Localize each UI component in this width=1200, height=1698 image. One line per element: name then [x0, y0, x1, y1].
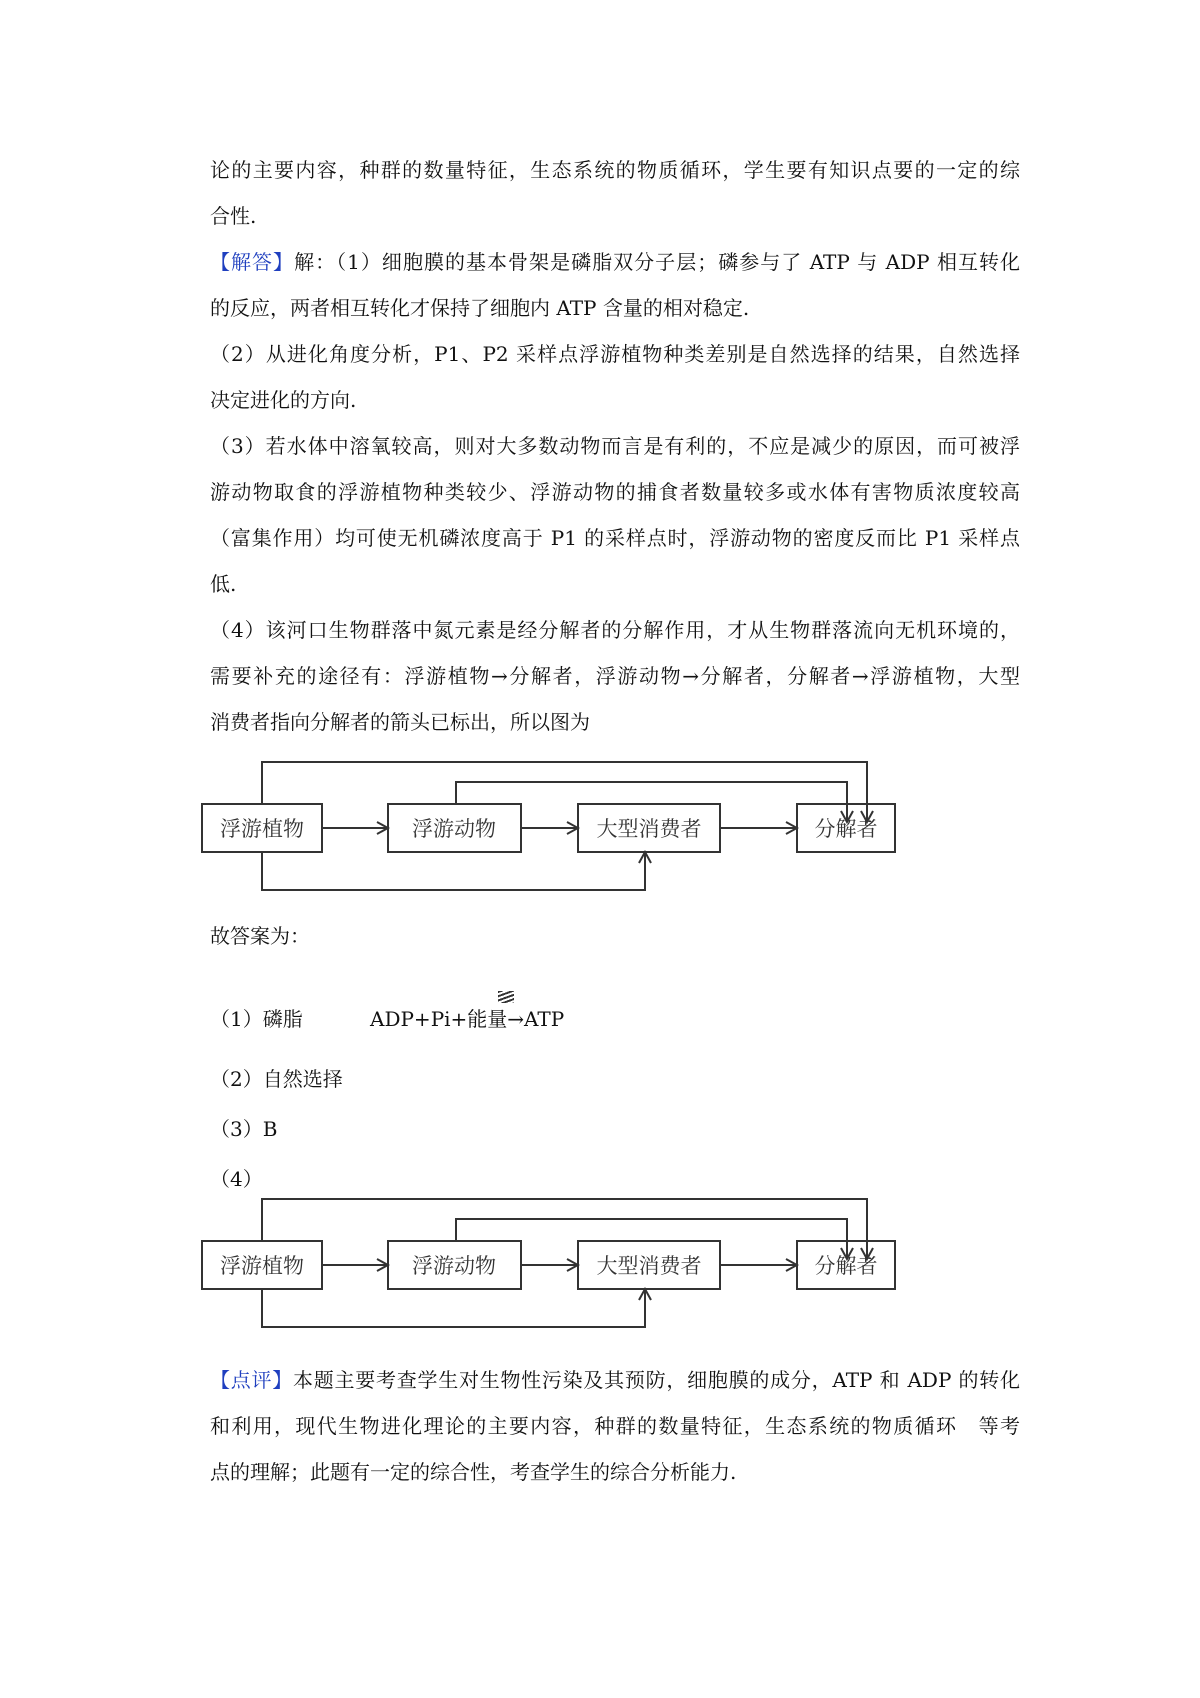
paragraph-line: 游动物取食的浮游植物种类较少、浮游动物的捕食者数量较多或水体有害物质浓度较高: [210, 480, 1020, 504]
node-consumer-label: 大型消费者: [596, 1254, 702, 1278]
answer-3: （3）B: [210, 1117, 278, 1141]
food-web-diagram: [200, 752, 920, 922]
enzyme-mark-icon: [498, 991, 514, 1003]
answer-text: 解：（1）细胞膜的基本骨架是磷脂双分子层；磷参与了 ATP 与 ADP 相互转化: [294, 250, 1020, 274]
paragraph-line: 需要补充的途径有：浮游植物→分解者，浮游动物→分解者，分解者→浮游植物，大型: [210, 664, 1020, 688]
paragraph-line: （富集作用）均可使无机磷浓度高于 P1 的采样点时，浮游动物的密度反而比 P1 采样点: [210, 526, 1020, 550]
review-text: 本题主要考查学生对生物性污染及其预防，细胞膜的成分，ATP 和 ADP 的转化: [292, 1368, 1020, 1392]
food-web-diagram-answer: [200, 1189, 920, 1359]
answer-tag: 【解答】: [210, 250, 295, 274]
edge-plant-to-decomposer: [262, 1199, 867, 1259]
atp-formula: [370, 1003, 564, 1035]
atp-formula-text: ADP+Pi+能量→ATP: [370, 1007, 565, 1031]
paragraph-line: （3）若水体中溶氧较高，则对大多数动物而言是有利的，不应是减少的原因，而可被浮: [210, 434, 1020, 458]
review-paragraph-line: 点的理解；此题有一定的综合性，考查学生的综合分析能力.: [210, 1460, 737, 1484]
node-zooplankton-label: 浮游动物: [412, 817, 496, 841]
paragraph-line: 消费者指向分解者的箭头已标出，所以图为: [210, 710, 590, 734]
node-zooplankton-label: 浮游动物: [412, 1254, 496, 1278]
paragraph-line: 的反应，两者相互转化才保持了细胞内 ATP 含量的相对稳定.: [210, 296, 750, 320]
paragraph-line: （2）从进化角度分析，P1、P2 采样点浮游植物种类差别是自然选择的结果，自然选择: [210, 342, 1020, 366]
node-consumer-label: 大型消费者: [596, 817, 702, 841]
edge-plant-to-decomposer: [262, 762, 867, 822]
answer-4: （4）: [210, 1167, 263, 1191]
review-tag: 【点评】: [210, 1368, 293, 1392]
food-web-svg-answer: [200, 1189, 920, 1359]
paragraph-line: 论的主要内容，种群的数量特征，生态系统的物质循环，学生要有知识点要的一定的综: [210, 158, 1020, 182]
paragraph-line: 低.: [210, 572, 237, 596]
node-plant-label: 浮游植物: [220, 817, 304, 841]
paragraph-line: 合性.: [210, 204, 257, 228]
node-plant-label: 浮游植物: [220, 1254, 304, 1278]
answer-1-label: （1）磷脂: [210, 1007, 303, 1031]
node-decomposer-label: 分解者: [814, 817, 878, 841]
review-paragraph-line: [210, 1364, 1020, 1396]
edge-zooplankton-to-decomposer: [456, 1219, 847, 1259]
paragraph-line: （4）该河口生物群落中氮元素是经分解者的分解作用，才从生物群落流向无机环境的，: [210, 618, 1020, 642]
paragraph-line: 决定进化的方向.: [210, 388, 357, 412]
answer-paragraph-line: [210, 246, 1020, 278]
edge-plant-to-consumer: [262, 852, 645, 890]
edge-plant-to-consumer: [262, 1289, 645, 1327]
review-paragraph-line: 和利用，现代生物进化理论的主要内容，种群的数量特征，生态系统的物质循环 等考: [210, 1414, 1020, 1438]
node-decomposer-label: 分解者: [814, 1254, 878, 1278]
food-web-svg: [200, 752, 920, 922]
answers-intro: 故答案为：: [210, 924, 310, 948]
edge-zooplankton-to-decomposer: [456, 782, 847, 822]
answer-2: （2）自然选择: [210, 1067, 343, 1091]
